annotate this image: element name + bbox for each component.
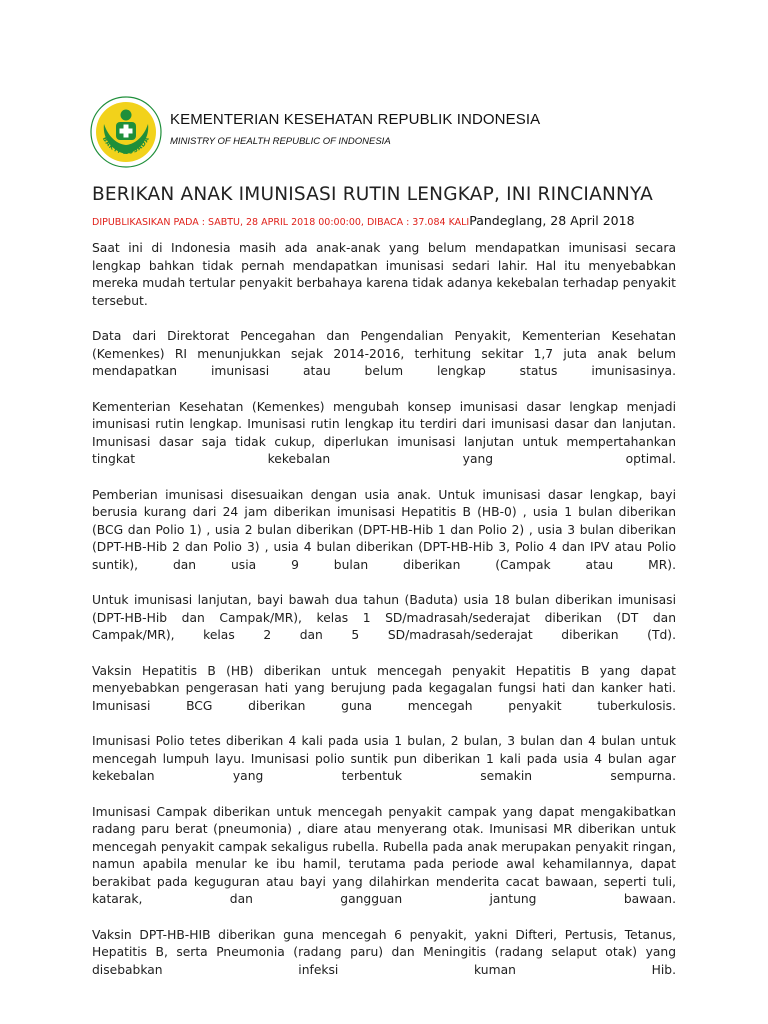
publication-info: DIPUBLIKASIKAN PADA : SABTU, 28 APRIL 2018 00:00:00, DIBACA : 37.084 KALI: [92, 217, 470, 228]
paragraph: Vaksin Hepatitis B (HB) diberikan untuk mencegah penyakit Hepatitis B yang dapat menyebabkan pengerasan hati yang berujung pada kegagalan fungsi hati dan kanker hati. Imunisasi BCG diberikan guna mencegah penyakit tuberkulosis.: [92, 663, 676, 713]
org-name: KEMENTERIAN KESEHATAN REPUBLIK INDONESIA: [170, 111, 541, 128]
article-title: BERIKAN ANAK IMUNISASI RUTIN LENGKAP, INI RINCIANNYA: [92, 184, 653, 205]
paragraph: Imunisasi Polio tetes diberikan 4 kali pada usia 1 bulan, 2 bulan, 3 bulan dan 4 bulan untuk mencegah lumpuh layu. Imunisasi polio suntik pun diberikan 1 kali pada usia 4 bulan agar kekebalan yang terbentuk semakin sempurna.: [92, 734, 676, 783]
dateline: Pandeglang, 28 April 2018: [469, 213, 635, 228]
paragraph: Imunisasi Campak diberikan untuk mencegah penyakit campak yang dapat mengakibatkan radang paru berat (pneumonia) , diare atau menyerang otak. Imunisasi MR diberikan untuk mencegah penyakit campak sekaligus rubella. Rubella pada anak merupakan penyakit ringan, namun apabila menular ke ibu hamil, terutama pada periode awal kehamilannya, dapat berakibat pada keguguran atau bayi yang dilahirkan menderita cacat bawaan, seperti tuli, katarak, dan gangguan jantung bawaan.: [92, 804, 676, 906]
article-body: [92, 240, 676, 997]
paragraph: Pemberian imunisasi disesuaikan dengan usia anak. Untuk imunisasi dasar lengkap, bayi berusia kurang dari 24 jam diberikan imunisasi Hepatitis B (HB-0) , usia 1 bulan diberikan (BCG dan Polio 1) , usia 2 bulan diberikan (DPT-HB-Hib 1 dan Polio 2) , usia 3 bulan diberikan (DPT-HB-Hib 2 dan Polio 3) , usia 4 bulan diberikan (DPT-HB-Hib 3, Polio 4 dan IPV atau Polio suntik), dan usia 9 bulan diberikan (Campak atau MR).: [92, 487, 676, 572]
logo-text: BAKTI HUSADA: [100, 135, 152, 157]
paragraph: Saat ini di Indonesia masih ada anak-anak yang belum mendapatkan imunisasi secara lengkap bahkan tidak pernah mendapatkan imunisasi sedari lahir. Hal itu menyebabkan mereka mudah tertular penyakit berbahaya karena tidak adanya kekebalan terhadap penyakit tersebut.: [92, 241, 676, 308]
article-meta: [92, 213, 635, 228]
paragraph: Data dari Direktorat Pencegahan dan Pengendalian Penyakit, Kementerian Kesehatan (Kemenkes) RI menunjukkan sejak 2014-2016, terhitung sekitar 1,7 juta anak belum mendapatkan imunisasi atau belum lengkap status imunisasinya.: [92, 329, 676, 378]
paragraph: Vaksin DPT-HB-HIB diberikan guna mencegah 6 penyakit, yakni Difteri, Pertusis, Tetanus, Hepatitis B, serta Pneumonia (radang paru) dan Meningitis (radang selaput otak) yang disebabkan infeksi kuman Hib.: [92, 927, 676, 977]
bakti-husada-logo-icon: [90, 96, 162, 168]
org-name-english: MINISTRY OF HEALTH REPUBLIC OF INDONESIA: [170, 136, 391, 147]
paragraph: Kementerian Kesehatan (Kemenkes) mengubah konsep imunisasi dasar lengkap menjadi imunisasi rutin lengkap. Imunisasi rutin lengkap itu terdiri dari imunisasi dasar dan lanjutan. Imunisasi dasar saja tidak cukup, diperlukan imunisasi lanjutan untuk mempertahankan tingkat kekebalan yang optimal.: [92, 399, 676, 466]
paragraph: Untuk imunisasi lanjutan, bayi bawah dua tahun (Baduta) usia 18 bulan diberikan imunisasi (DPT-HB-Hib dan Campak/MR), kelas 1 SD/madrasah/sederajat diberikan (DT dan Campak/MR), kelas 2 dan 5 SD/madrasah/sederajat diberikan (Td).: [92, 593, 676, 642]
